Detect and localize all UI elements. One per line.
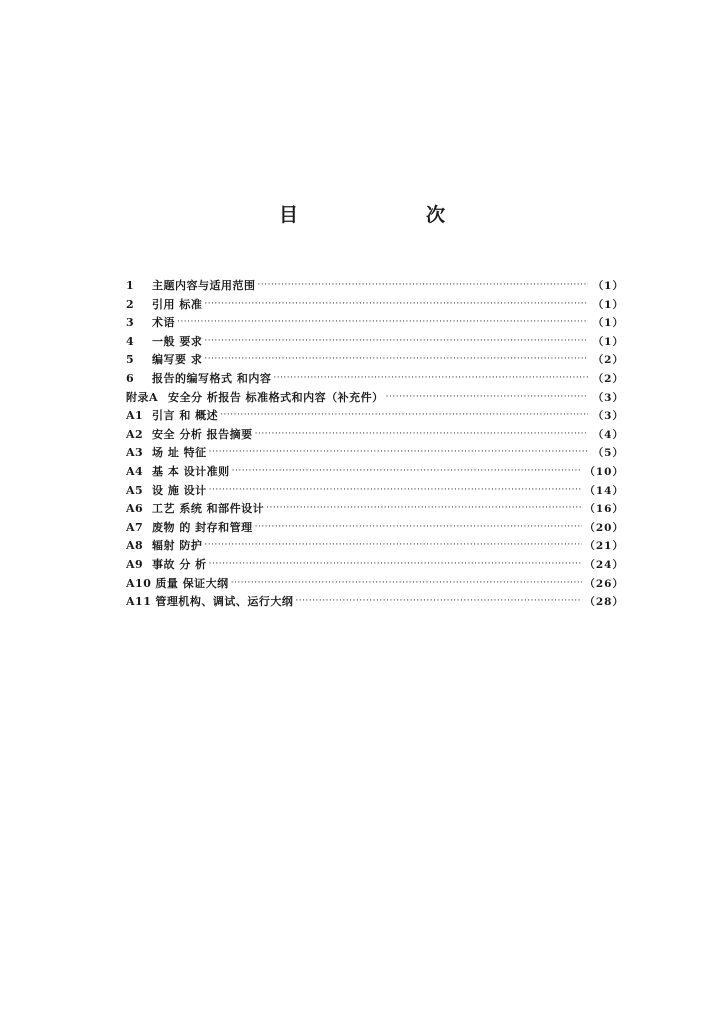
toc-entry[interactable] bbox=[126, 444, 624, 463]
toc-entry-title: 质量 保证大纲 bbox=[155, 576, 229, 590]
toc-entry-number: A4 bbox=[126, 464, 144, 478]
toc-dot-leader bbox=[231, 574, 583, 593]
toc-dot-leader bbox=[209, 443, 588, 462]
toc-entry[interactable] bbox=[126, 575, 624, 594]
toc-entry-title: 管理机构、调试、运行大纲 bbox=[155, 595, 294, 609]
toc-entry[interactable] bbox=[126, 333, 624, 352]
toc-entry[interactable] bbox=[126, 407, 624, 426]
toc-entry-number: 4 bbox=[126, 334, 135, 348]
toc-entry-title: 辐射 防护 bbox=[152, 539, 203, 553]
toc-entry-title: 编写要 求 bbox=[152, 353, 203, 367]
toc-entry[interactable] bbox=[126, 519, 624, 538]
toc-entry-page: （2） bbox=[592, 372, 624, 385]
toc-entry-number: 6 bbox=[126, 371, 135, 385]
toc-entry-number: A7 bbox=[126, 520, 144, 534]
toc-entry-page: （16） bbox=[584, 503, 624, 516]
toc-entry-number: A2 bbox=[126, 427, 144, 441]
page-title: 目 次 bbox=[278, 204, 475, 226]
toc-dot-leader bbox=[177, 313, 588, 332]
toc-entry-number: 3 bbox=[126, 316, 135, 330]
toc-entry-page: （1） bbox=[592, 335, 624, 348]
toc-entry[interactable] bbox=[126, 556, 624, 575]
toc-entry-number: 附录A bbox=[126, 390, 159, 404]
toc-entry-number: A8 bbox=[126, 539, 144, 553]
toc-dot-leader bbox=[204, 295, 588, 314]
toc-entry-title: 引用 标准 bbox=[152, 297, 203, 311]
toc-entry[interactable] bbox=[126, 593, 624, 612]
toc-entry-number: A1 bbox=[126, 409, 144, 423]
toc-entry[interactable] bbox=[126, 500, 624, 519]
toc-entry-page: （10） bbox=[584, 465, 624, 478]
toc-entry-title: 引言 和 概述 bbox=[152, 409, 219, 423]
toc-dot-leader bbox=[220, 406, 588, 425]
toc-entry-page: （4） bbox=[592, 428, 624, 441]
toc-dot-leader bbox=[295, 592, 582, 611]
toc-entry-page: （14） bbox=[584, 484, 624, 497]
toc-entry-page: （20） bbox=[584, 521, 624, 534]
toc-entry-title: 基 本 设计准则 bbox=[152, 464, 230, 478]
toc-dot-leader bbox=[232, 462, 583, 481]
toc-dot-leader bbox=[386, 388, 588, 407]
toc-dot-leader bbox=[258, 276, 589, 295]
toc-entry-page: （26） bbox=[584, 577, 624, 590]
toc-entry-page: （3） bbox=[592, 391, 624, 404]
toc-entry[interactable] bbox=[126, 351, 624, 370]
toc-entry-title: 安全 分析 报告摘要 bbox=[152, 427, 253, 441]
toc-entry-page: （2） bbox=[592, 354, 624, 367]
toc-entry-page: （24） bbox=[584, 558, 624, 571]
toc-entry-title: 工艺 系统 和部件设计 bbox=[152, 502, 265, 516]
toc-dot-leader bbox=[204, 332, 588, 351]
toc-entry[interactable] bbox=[126, 482, 624, 501]
toc-entry-page: （1） bbox=[592, 317, 624, 330]
toc-entry-number: 1 bbox=[126, 279, 135, 292]
toc-entry-title: 安全分 析报告 标准格式和内容（补充件） bbox=[168, 390, 384, 404]
toc-entry-title: 设 施 设计 bbox=[152, 483, 207, 497]
toc-entry-title: 一般 要求 bbox=[152, 334, 203, 348]
toc-entry-number: A9 bbox=[126, 557, 144, 571]
toc-entry-title: 主题内容与适用范围 bbox=[152, 279, 256, 292]
toc-entry-page: （5） bbox=[592, 447, 624, 460]
toc-entry-page: （28） bbox=[584, 596, 624, 609]
toc-entry-title: 报告的编写格式 和内容 bbox=[152, 371, 272, 385]
toc-entry-title: 术语 bbox=[152, 316, 175, 330]
toc-entry[interactable] bbox=[126, 314, 624, 333]
toc-entry-page: （1） bbox=[592, 280, 624, 292]
toc-entry[interactable] bbox=[126, 426, 624, 445]
toc-entry[interactable] bbox=[126, 277, 624, 296]
toc-dot-leader bbox=[266, 499, 582, 518]
toc-entry-title: 废物 的 封存和管理 bbox=[152, 520, 253, 534]
toc-entry-number: 2 bbox=[126, 297, 135, 311]
table-of-contents bbox=[126, 277, 624, 612]
toc-entry[interactable] bbox=[126, 463, 624, 482]
toc-entry-number: A5 bbox=[126, 483, 144, 497]
toc-entry-number: A11 bbox=[126, 595, 152, 609]
toc-entry-title: 事故 分 析 bbox=[152, 557, 207, 571]
toc-dot-leader bbox=[273, 369, 588, 388]
toc-dot-leader bbox=[255, 518, 583, 537]
toc-dot-leader bbox=[204, 536, 582, 555]
toc-dot-leader bbox=[204, 350, 588, 369]
toc-dot-leader bbox=[209, 555, 583, 574]
toc-entry-number: A10 bbox=[126, 576, 152, 590]
toc-entry-page: （1） bbox=[592, 298, 624, 311]
toc-entry[interactable] bbox=[126, 370, 624, 389]
toc-entry[interactable] bbox=[126, 537, 624, 556]
toc-entry-page: （21） bbox=[584, 540, 624, 553]
toc-entry-number: A6 bbox=[126, 502, 144, 516]
toc-dot-leader bbox=[255, 425, 588, 444]
toc-entry-number: 5 bbox=[126, 353, 135, 367]
toc-entry-number: A3 bbox=[126, 446, 144, 460]
toc-entry[interactable] bbox=[126, 296, 624, 315]
toc-entry-title: 场 址 特征 bbox=[152, 446, 207, 460]
toc-entry-page: （3） bbox=[592, 410, 624, 423]
toc-entry-appendix[interactable] bbox=[126, 389, 624, 408]
toc-dot-leader bbox=[209, 481, 583, 500]
